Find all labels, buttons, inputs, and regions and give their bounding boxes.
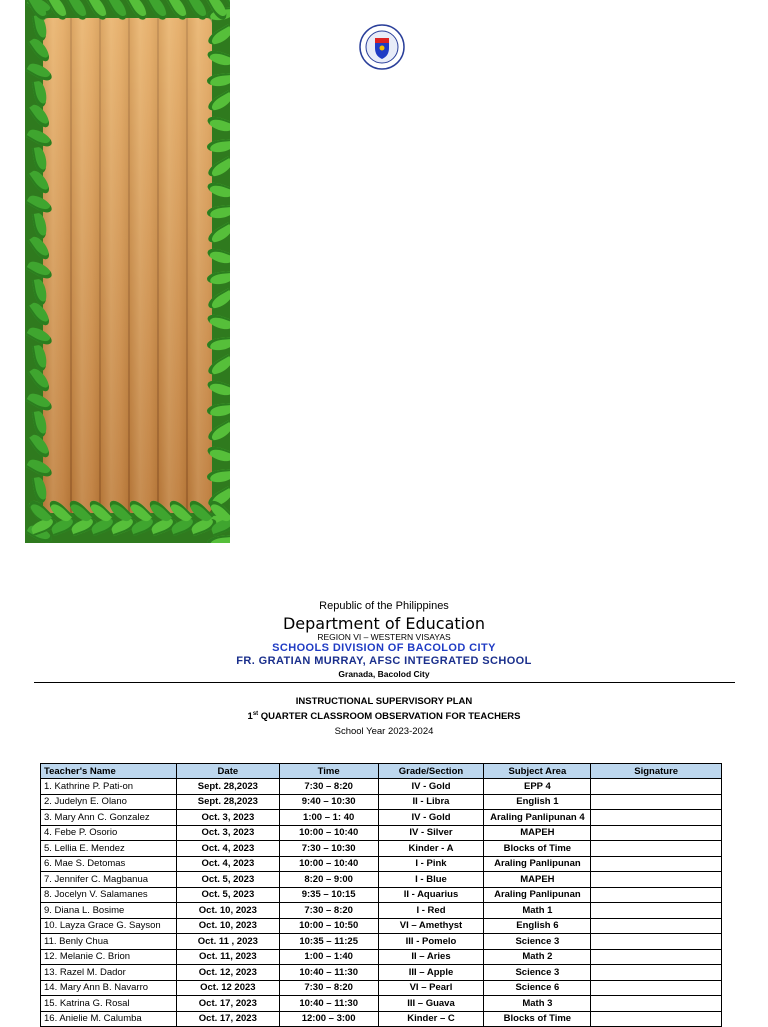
signature-cell	[591, 903, 722, 919]
quarter-suffix: st	[253, 711, 258, 717]
signature-cell	[591, 980, 722, 996]
table-row	[41, 825, 722, 841]
table-row	[41, 779, 722, 795]
teacher-name-cell: 2. Judelyn E. Olano	[41, 794, 177, 810]
time-cell: 10:40 – 11:30	[279, 996, 378, 1012]
date-cell: Sept. 28,2023	[176, 794, 279, 810]
region-line: REGION VI – WESTERN VISAYAS	[0, 632, 768, 642]
teacher-name-cell: 11. Benly Chua	[41, 934, 177, 950]
date-cell: Oct. 5, 2023	[176, 887, 279, 903]
teacher-name-cell: 13. Razel M. Dador	[41, 965, 177, 981]
teacher-name-cell: 10. Layza Grace G. Sayson	[41, 918, 177, 934]
signature-cell	[591, 934, 722, 950]
header-divider	[34, 682, 735, 683]
subject-cell: English 1	[484, 794, 591, 810]
table-row	[41, 794, 722, 810]
quarter-title	[0, 711, 768, 722]
section-cell: IV - Silver	[378, 825, 484, 841]
time-cell: 10:35 – 11:25	[279, 934, 378, 950]
col-teacher-name: Teacher's Name	[41, 764, 177, 779]
teacher-name-cell: 6. Mae S. Detomas	[41, 856, 177, 872]
time-cell: 7:30 – 8:20	[279, 903, 378, 919]
col-subject-area: Subject Area	[484, 764, 591, 779]
school-location: Granada, Bacolod City	[0, 669, 768, 679]
signature-cell	[591, 949, 722, 965]
leaf-shape	[207, 535, 230, 543]
date-cell: Oct. 4, 2023	[176, 841, 279, 857]
teacher-name-cell: 9. Diana L. Bosime	[41, 903, 177, 919]
school-name: FR. GRATIAN MURRAY, AFSC INTEGRATED SCHOOL	[0, 655, 768, 667]
table-row	[41, 934, 722, 950]
date-cell: Sept. 28,2023	[176, 779, 279, 795]
date-cell: Oct. 17, 2023	[176, 996, 279, 1012]
section-cell: II - Aquarius	[378, 887, 484, 903]
section-cell: II – Aries	[378, 949, 484, 965]
plan-title: INSTRUCTIONAL SUPERVISORY PLAN	[0, 696, 768, 707]
date-cell: Oct. 17, 2023	[176, 1011, 279, 1027]
subject-cell: Math 3	[484, 996, 591, 1012]
section-cell: I - Red	[378, 903, 484, 919]
subject-cell: Math 2	[484, 949, 591, 965]
date-cell: Oct. 10, 2023	[176, 918, 279, 934]
table-row	[41, 903, 722, 919]
section-cell: IV - Gold	[378, 779, 484, 795]
section-cell: I - Pink	[378, 856, 484, 872]
subject-cell: Araling Panlipunan	[484, 887, 591, 903]
table-row	[41, 949, 722, 965]
subject-cell: Science 3	[484, 934, 591, 950]
time-cell: 10:00 – 10:50	[279, 918, 378, 934]
table-row	[41, 1011, 722, 1027]
signature-cell	[591, 825, 722, 841]
observation-schedule-table	[40, 763, 722, 1027]
signature-cell	[591, 841, 722, 857]
section-cell: I - Blue	[378, 872, 484, 888]
section-cell: III – Apple	[378, 965, 484, 981]
table-row	[41, 887, 722, 903]
table-row	[41, 918, 722, 934]
date-cell: Oct. 12 2023	[176, 980, 279, 996]
wood-planks	[43, 18, 212, 513]
teacher-name-cell: 1. Kathrine P. Pati-on	[41, 779, 177, 795]
time-cell: 1:00 – 1:40	[279, 949, 378, 965]
date-cell: Oct. 3, 2023	[176, 810, 279, 826]
section-cell: IV - Gold	[378, 810, 484, 826]
signature-cell	[591, 810, 722, 826]
date-cell: Oct. 12, 2023	[176, 965, 279, 981]
time-cell: 9:35 – 10:15	[279, 887, 378, 903]
signature-cell	[591, 918, 722, 934]
subject-cell: Science 6	[484, 980, 591, 996]
teacher-name-cell: 15. Katrina G. Rosal	[41, 996, 177, 1012]
date-cell: Oct. 5, 2023	[176, 872, 279, 888]
time-cell: 7:30 – 8:20	[279, 980, 378, 996]
quarter-number: 1	[248, 711, 253, 722]
republic-line: Republic of the Philippines	[0, 600, 768, 612]
col-date: Date	[176, 764, 279, 779]
signature-cell	[591, 965, 722, 981]
wooden-frame-banner	[25, 0, 230, 543]
subject-cell: English 6	[484, 918, 591, 934]
section-cell: III – Guava	[378, 996, 484, 1012]
teacher-name-cell: 16. Anielie M. Calumba	[41, 1011, 177, 1027]
signature-cell	[591, 996, 722, 1012]
subject-cell: Blocks of Time	[484, 1011, 591, 1027]
subject-cell: Araling Panlipunan	[484, 856, 591, 872]
department-title: Department of Education	[0, 614, 768, 633]
teacher-name-cell: 3. Mary Ann C. Gonzalez	[41, 810, 177, 826]
teacher-name-cell: 7. Jennifer C. Magbanua	[41, 872, 177, 888]
time-cell: 8:20 – 9:00	[279, 872, 378, 888]
section-cell: Kinder – C	[378, 1011, 484, 1027]
teacher-name-cell: 12. Melanie C. Brion	[41, 949, 177, 965]
subject-cell: Blocks of Time	[484, 841, 591, 857]
signature-cell	[591, 872, 722, 888]
time-cell: 7:30 – 10:30	[279, 841, 378, 857]
division-line: SCHOOLS DIVISION OF BACOLOD CITY	[0, 642, 768, 654]
table-row	[41, 996, 722, 1012]
date-cell: Oct. 10, 2023	[176, 903, 279, 919]
subject-cell: Araling Panlipunan 4	[484, 810, 591, 826]
subject-cell: Math 1	[484, 903, 591, 919]
subject-cell: EPP 4	[484, 779, 591, 795]
signature-cell	[591, 779, 722, 795]
deped-seal-icon	[359, 24, 405, 70]
table-row	[41, 872, 722, 888]
col-grade-section: Grade/Section	[378, 764, 484, 779]
section-cell: II - Libra	[378, 794, 484, 810]
quarter-rest: QUARTER CLASSROOM OBSERVATION FOR TEACHERS	[258, 711, 520, 722]
date-cell: Oct. 4, 2023	[176, 856, 279, 872]
teacher-name-cell: 14. Mary Ann B. Navarro	[41, 980, 177, 996]
time-cell: 9:40 – 10:30	[279, 794, 378, 810]
date-cell: Oct. 11, 2023	[176, 949, 279, 965]
subject-cell: MAPEH	[484, 872, 591, 888]
teacher-name-cell: 5. Lellia E. Mendez	[41, 841, 177, 857]
teacher-name-cell: 8. Jocelyn V. Salamanes	[41, 887, 177, 903]
time-cell: 10:00 – 10:40	[279, 825, 378, 841]
signature-cell	[591, 1011, 722, 1027]
date-cell: Oct. 11 , 2023	[176, 934, 279, 950]
table-row	[41, 980, 722, 996]
section-cell: VI – Pearl	[378, 980, 484, 996]
time-cell: 10:40 – 11:30	[279, 965, 378, 981]
section-cell: Kinder - A	[378, 841, 484, 857]
signature-cell	[591, 887, 722, 903]
table-row	[41, 810, 722, 826]
table-row	[41, 856, 722, 872]
table-header-row	[41, 764, 722, 779]
table-row	[41, 965, 722, 981]
time-cell: 7:30 – 8:20	[279, 779, 378, 795]
table-row	[41, 841, 722, 857]
time-cell: 12:00 – 3:00	[279, 1011, 378, 1027]
time-cell: 10:00 – 10:40	[279, 856, 378, 872]
section-cell: VI – Amethyst	[378, 918, 484, 934]
teacher-name-cell: 4. Febe P. Osorio	[41, 825, 177, 841]
section-cell: III - Pomelo	[378, 934, 484, 950]
signature-cell	[591, 794, 722, 810]
date-cell: Oct. 3, 2023	[176, 825, 279, 841]
time-cell: 1:00 – 1: 40	[279, 810, 378, 826]
subject-cell: MAPEH	[484, 825, 591, 841]
col-signature: Signature	[591, 764, 722, 779]
school-year: School Year 2023-2024	[0, 726, 768, 737]
signature-cell	[591, 856, 722, 872]
col-time: Time	[279, 764, 378, 779]
subject-cell: Science 3	[484, 965, 591, 981]
